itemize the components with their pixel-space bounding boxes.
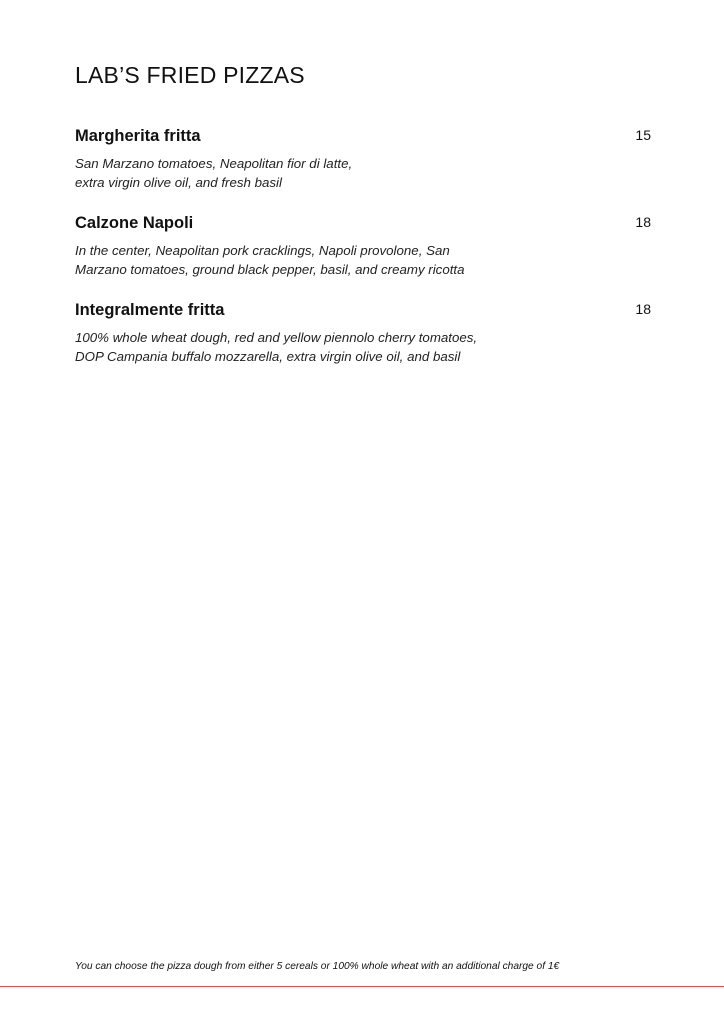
item-description-line: extra virgin olive oil, and fresh basil: [75, 175, 282, 190]
item-description-line: 100% whole wheat dough, red and yellow piennolo cherry tomatoes,: [75, 330, 478, 345]
item-description-line: San Marzano tomatoes, Neapolitan fior di latte,: [75, 156, 353, 171]
item-description: [75, 328, 477, 366]
item-description: [75, 241, 465, 279]
menu-item-margherita-fritta: [75, 127, 651, 197]
item-name: Margherita fritta: [75, 127, 201, 145]
footer-note: You can choose the pizza dough from either 5 cereals or 100% whole wheat with an additional charge of 1€: [75, 961, 560, 972]
item-name: Calzone Napoli: [75, 214, 194, 232]
item-price: 15: [635, 127, 651, 143]
menu-item-calzone-napoli: [75, 214, 651, 284]
item-description: [75, 154, 352, 192]
footer-divider: [0, 986, 724, 987]
menu-item-integralmente-fritta: [75, 301, 651, 371]
item-price: 18: [635, 301, 651, 317]
item-description-line: DOP Campania buffalo mozzarella, extra virgin olive oil, and basil: [75, 349, 461, 364]
item-description-line: In the center, Neapolitan pork cracklings, Napoli provolone, San: [75, 243, 450, 258]
item-description-line: Marzano tomatoes, ground black pepper, basil, and creamy ricotta: [75, 262, 465, 277]
page-title: LAB’S FRIED PIZZAS: [75, 62, 305, 88]
item-name: Integralmente fritta: [75, 301, 225, 319]
item-price: 18: [635, 214, 651, 230]
